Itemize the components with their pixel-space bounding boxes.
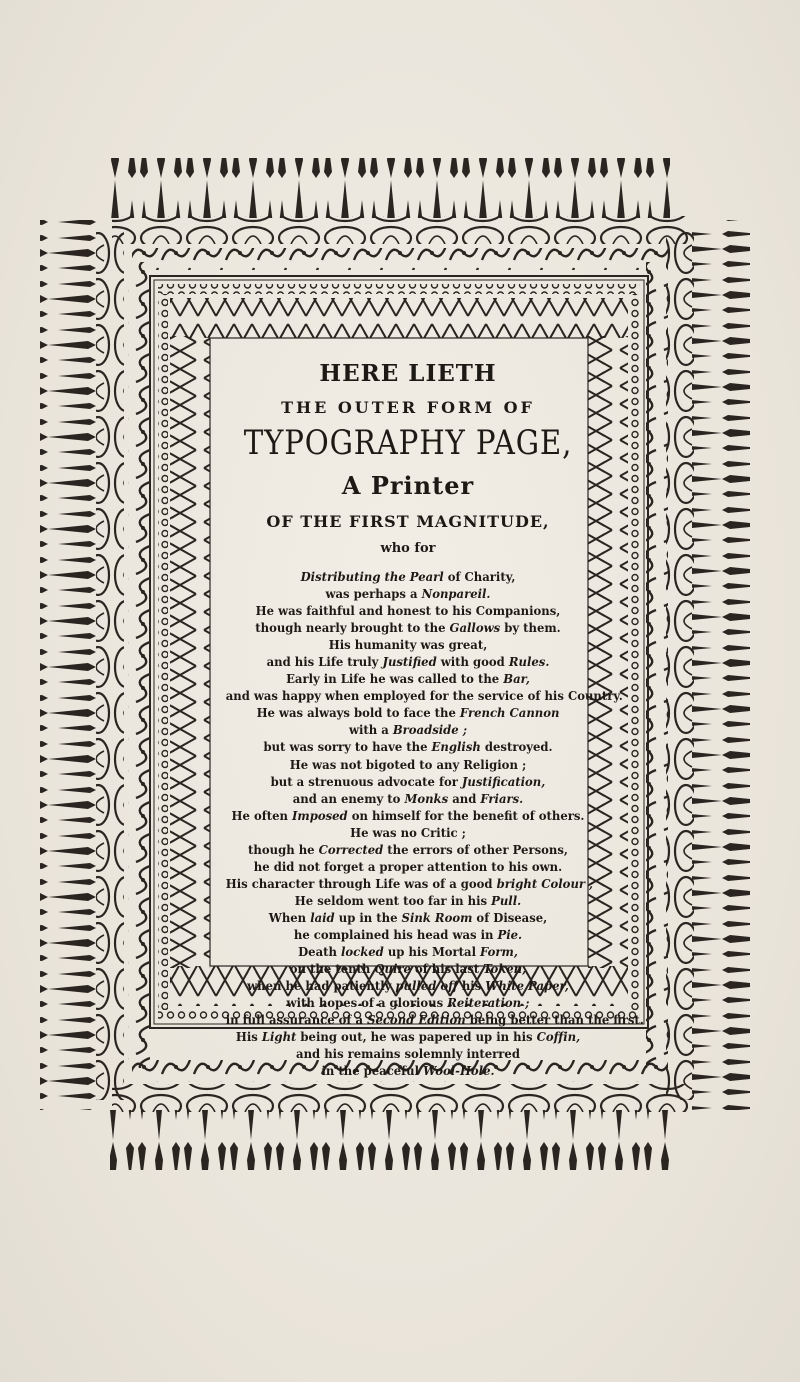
italic-phrase: Corrected (318, 841, 384, 857)
roman-phrase: He was not bigoted to any Religion ; (289, 756, 527, 772)
roman-phrase: the errors of other Persons, (383, 841, 568, 857)
epitaph-line (226, 1031, 591, 1044)
roman-phrase: on the tenth (289, 961, 375, 977)
italic-phrase: Rules. (508, 654, 550, 670)
epitaph-line (226, 926, 591, 942)
epitaph-line (226, 841, 591, 857)
roman-phrase: when he had patiently (247, 978, 396, 994)
roman-phrase: but a strenuous advocate for (270, 773, 462, 789)
epitaph-line (226, 790, 591, 806)
epitaph-line (226, 824, 591, 840)
roman-phrase: He was no Critic ; (350, 824, 466, 840)
epitaph-line (226, 588, 591, 601)
heading-first-magnitude: OF THE FIRST MAGNITUDE, (266, 512, 550, 531)
epitaph-line (226, 673, 591, 686)
roman-phrase: His (235, 1029, 262, 1045)
epitaph-line (226, 773, 591, 789)
italic-phrase: Pie. (497, 926, 523, 942)
epitaph-line (225, 875, 594, 891)
heading-who-for: who for (380, 541, 436, 556)
italic-phrase: Coffin, (536, 1029, 581, 1045)
roman-phrase: though he (248, 841, 319, 857)
roman-phrase: and (448, 790, 481, 806)
italic-phrase: Justified (382, 654, 437, 670)
roman-phrase: When (268, 909, 311, 925)
roman-phrase: up in the (334, 909, 402, 925)
roman-phrase: but was sorry to have the (263, 739, 432, 755)
italic-phrase: Quire (374, 961, 411, 977)
epitaph-line (226, 741, 591, 754)
epitaph-line (226, 622, 591, 635)
roman-phrase: Early in Life he was called to the (286, 671, 504, 687)
epitaph-line (226, 892, 591, 908)
italic-phrase: Wool-Hole. (423, 1063, 495, 1079)
roman-phrase: He was always bold to face the (256, 705, 460, 721)
roman-phrase: of Disease, (472, 909, 548, 925)
roman-phrase: being better than the first. (465, 1012, 644, 1028)
roman-phrase: He seldom went too far in his (294, 892, 492, 908)
italic-phrase: Form, (480, 944, 518, 960)
italic-phrase: Light (261, 1029, 297, 1045)
roman-phrase: in the peaceful (321, 1063, 424, 1079)
epitaph-line (226, 724, 591, 737)
epitaph-line (226, 639, 591, 652)
roman-phrase: up his Mortal (383, 944, 481, 960)
italic-phrase: laid (310, 909, 335, 925)
italic-phrase: French Cannon (459, 705, 560, 721)
italic-phrase: pulled off (395, 978, 458, 994)
epitaph-line (226, 909, 591, 925)
italic-phrase: Bar, (503, 671, 530, 687)
epitaph-line (226, 605, 591, 618)
epitaph-line (226, 858, 591, 874)
italic-phrase: Imposed (291, 807, 348, 823)
epitaph-line (226, 807, 591, 823)
heading-typography-page: TYPOGRAPHY PAGE, (243, 423, 573, 463)
italic-phrase: bright Colour ; (496, 875, 594, 891)
italic-phrase: Gallows (449, 620, 501, 636)
epitaph-line (226, 980, 591, 993)
epitaph-body (212, 569, 644, 1079)
epitaph-line (225, 688, 623, 704)
italic-phrase: Justification, (461, 773, 546, 789)
roman-phrase: His humanity was great, (328, 637, 488, 653)
epitaph-line (226, 756, 591, 772)
roman-phrase: being out, he was papered up in his (296, 1029, 537, 1045)
roman-phrase: Death (298, 944, 341, 960)
italic-phrase: Friars. (480, 790, 524, 806)
roman-phrase: He was faithful and honest to his Companions, (255, 603, 561, 619)
epitaph-line (226, 997, 591, 1010)
roman-phrase: with hopes of a glorious (286, 995, 448, 1011)
italic-phrase: Token, (483, 961, 527, 977)
roman-phrase: of Charity, (443, 569, 516, 584)
italic-phrase: Sink Room (401, 909, 473, 925)
epitaph-line (226, 1048, 591, 1061)
roman-phrase: and an enemy to (292, 790, 405, 806)
italic-phrase: Reiteration ; (447, 995, 530, 1011)
epitaph-line (226, 656, 591, 669)
italic-phrase: Distributing the (300, 569, 410, 584)
epitaph-line (226, 963, 591, 976)
roman-phrase: destroyed. (480, 739, 553, 755)
epitaph-line (225, 1012, 644, 1028)
italic-phrase: English (431, 739, 481, 755)
roman-phrase: with a (348, 722, 393, 738)
italic-phrase: Monks (404, 790, 449, 806)
epitaph-line (226, 707, 591, 720)
roman-phrase: his (457, 978, 486, 994)
roman-phrase: though nearly brought to the (255, 620, 450, 636)
italic-phrase: Second Edition (367, 1012, 466, 1028)
heading-here-lieth: HERE LIETH (319, 360, 497, 387)
roman-phrase: with good (436, 654, 509, 670)
roman-phrase: by them. (500, 620, 561, 636)
roman-phrase: he complained his head was in (293, 926, 498, 942)
roman-phrase: he did not forget a proper attention to his own. (253, 858, 563, 874)
italic-phrase: Nonpareil. (421, 586, 491, 602)
roman-phrase: and his Life truly (266, 654, 383, 670)
epitaph-line (226, 1065, 591, 1078)
italic-phrase: Pull. (491, 892, 522, 908)
italic-phrase: Broadside ; (392, 722, 468, 738)
roman-phrase: and his remains solemnly interred (296, 1046, 520, 1062)
roman-phrase: in full assurance of a (225, 1012, 368, 1028)
roman-phrase: His character through Life was of a good (225, 875, 497, 891)
italic-phrase: Pearl (409, 569, 444, 584)
roman-phrase: and was happy when employed for the service of his Country. (225, 688, 623, 704)
italic-phrase: White Paper, (485, 978, 569, 994)
epitaph-text (212, 360, 644, 1079)
epitaph-line (226, 571, 591, 584)
roman-phrase: of his last (410, 961, 484, 977)
italic-phrase: locked (340, 944, 384, 960)
roman-phrase: on himself for the benefit of others. (347, 807, 585, 823)
roman-phrase: was perhaps a (325, 586, 422, 602)
epitaph-line (226, 946, 591, 959)
roman-phrase: He often (231, 807, 292, 823)
heading-a-printer: A Printer (341, 471, 475, 500)
heading-outer-form: THE OUTER FORM OF (281, 398, 535, 417)
